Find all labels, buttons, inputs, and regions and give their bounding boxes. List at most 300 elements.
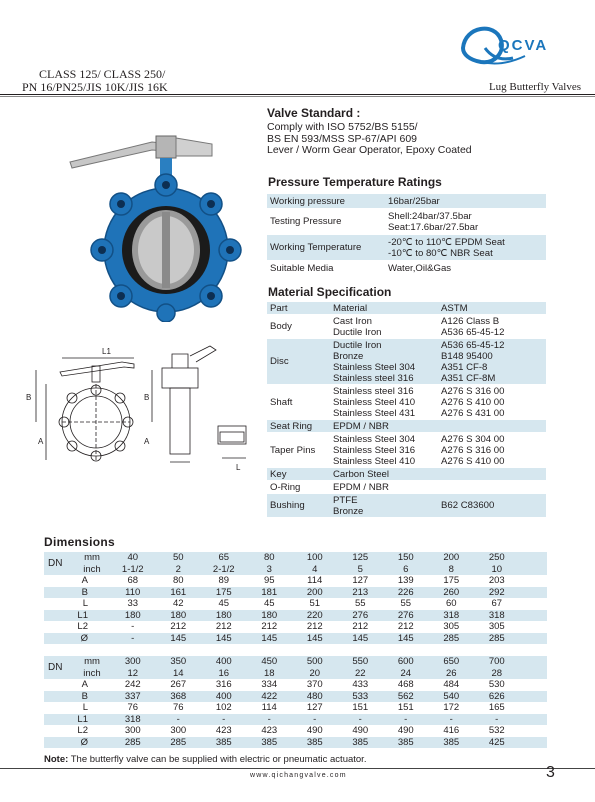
size-column	[429, 656, 475, 679]
dimension-value: 102	[215, 702, 232, 714]
dimension-value: 80	[172, 575, 184, 587]
dimension-value: 45	[218, 598, 230, 610]
dimension-value: 490	[352, 725, 369, 737]
table-row	[267, 235, 546, 261]
material-line: PTFE	[333, 494, 358, 506]
dimension-row	[44, 610, 547, 622]
dimension-value: -	[358, 713, 362, 725]
dimension-value: 433	[352, 679, 369, 691]
size-mm: 100	[306, 552, 323, 563]
dimension-value: 385	[397, 736, 414, 748]
dimension-value: 368	[170, 690, 187, 702]
material-line: Stainless steel 316	[333, 385, 414, 397]
size-inch: 4	[312, 563, 318, 575]
note-text: The butterfly valve can be supplied with electric or pneumatic actuator.	[70, 754, 367, 765]
dimension-value: 422	[261, 690, 278, 702]
size-inch: 24	[400, 667, 412, 679]
table-row	[267, 481, 546, 494]
dimension-value: -	[404, 713, 408, 725]
size-column	[201, 656, 247, 679]
dn-label: DN	[48, 558, 63, 569]
astm-cell	[441, 316, 546, 338]
dimension-value: -	[131, 621, 135, 633]
dimensions-table-1	[44, 552, 547, 644]
dimension-value: 95	[263, 575, 275, 587]
material-line: Stainless Steel 410	[333, 396, 416, 408]
dimension-value: 145	[261, 632, 278, 644]
dimension-value: 540	[443, 690, 460, 702]
dimension-value: 334	[261, 679, 278, 691]
label-l1: L1	[102, 347, 111, 356]
size-column	[247, 552, 293, 575]
standard-line: Lever / Worm Gear Operator, Epoxy Coated	[267, 144, 472, 156]
dn-label: DN	[48, 662, 63, 673]
dimension-value: 242	[124, 679, 141, 691]
material-cell	[333, 421, 441, 432]
dimension-value: 318	[443, 609, 460, 621]
material-line: Stainless Steel 431	[333, 407, 416, 419]
dimension-row	[44, 714, 547, 726]
size-mm: 650	[443, 656, 460, 667]
dimension-value: 175	[443, 575, 460, 587]
dimension-value: 127	[306, 702, 323, 714]
dimension-value: 530	[488, 679, 505, 691]
material-table	[267, 302, 546, 518]
astm-line: A276 S 410 00	[441, 396, 505, 408]
material-cell	[333, 434, 441, 467]
header-astm: ASTM	[441, 302, 468, 314]
astm-line: A276 S 316 00	[441, 385, 505, 397]
size-inch: 5	[357, 563, 363, 575]
size-column	[474, 552, 520, 575]
table-row	[267, 209, 546, 235]
size-column	[110, 552, 156, 575]
size-mm: 550	[352, 656, 369, 667]
table-row	[267, 494, 546, 518]
dimensions-title: Dimensions	[44, 535, 116, 549]
dimension-value: 139	[397, 575, 414, 587]
material-line: Ductile Iron	[333, 339, 382, 351]
pressure-table	[267, 194, 546, 276]
size-column	[429, 552, 475, 575]
size-column	[292, 656, 338, 679]
dimension-value: 370	[306, 679, 323, 691]
units	[74, 656, 110, 679]
brand-name: QCVA	[498, 37, 549, 54]
material-spec-title: Material Specification	[268, 285, 392, 299]
dimension-value: 300	[170, 725, 187, 737]
dimension-row	[44, 679, 547, 691]
size-mm: 450	[261, 656, 278, 667]
class-line-1: CLASS 125/ CLASS 250/	[39, 67, 166, 81]
note-label: Note:	[44, 754, 69, 765]
astm-line: A276 S 316 00	[441, 444, 505, 456]
part-name: Bushing	[270, 500, 305, 511]
dimension-value: 180	[215, 609, 232, 621]
label-b-side: B	[144, 393, 150, 402]
dimension-value: 316	[215, 679, 232, 691]
dimension-value: -	[176, 713, 180, 725]
dimension-value: 203	[488, 575, 505, 587]
dimension-value: 45	[263, 598, 275, 610]
material-line: Stainless Steel 304	[333, 433, 416, 445]
dimensions-table-2	[44, 656, 547, 748]
dimension-label: L2	[77, 725, 88, 737]
dimension-label: L1	[77, 713, 88, 725]
dimension-value: 127	[352, 575, 369, 587]
astm-line: A536 65-45-12	[441, 339, 505, 351]
dimension-value: 285	[443, 632, 460, 644]
table-row	[267, 339, 546, 385]
dimension-value: 33	[127, 598, 139, 610]
dimension-value: 42	[172, 598, 184, 610]
dimension-value: 260	[443, 586, 460, 598]
part-name: O-Ring	[270, 481, 301, 493]
size-mm: 125	[352, 552, 369, 563]
size-column	[383, 552, 429, 575]
size-column	[201, 552, 247, 575]
table-row	[267, 420, 546, 433]
astm-line: A276 S 431 00	[441, 407, 505, 419]
unit-inch: inch	[83, 563, 101, 575]
dimension-value: 305	[488, 621, 505, 633]
row-value	[386, 237, 546, 259]
dimension-value: 532	[488, 725, 505, 737]
header-part: Part	[270, 302, 288, 314]
dimension-value: 276	[352, 609, 369, 621]
row-label: Working Temperature	[270, 242, 362, 253]
dimension-value: 151	[397, 702, 414, 714]
astm-line: A536 65-45-12	[441, 326, 505, 338]
dimension-value: -	[495, 713, 499, 725]
pressure-class-heading	[22, 68, 168, 93]
part-name: Body	[270, 321, 292, 332]
astm-line: A276 S 304 00	[441, 433, 505, 445]
size-inch: 20	[309, 667, 321, 679]
size-inch: 14	[172, 667, 184, 679]
size-inch: 26	[445, 667, 457, 679]
dimension-value: 318	[488, 609, 505, 621]
dimension-value: 180	[170, 609, 187, 621]
material-cell	[333, 316, 441, 338]
dimension-value: 213	[352, 586, 369, 598]
material-cell	[333, 482, 441, 493]
dimension-value: -	[267, 713, 271, 725]
valve-photo	[60, 100, 260, 322]
footnote	[44, 754, 366, 765]
table-row	[267, 385, 546, 420]
dimension-row	[44, 575, 547, 587]
size-column	[156, 552, 202, 575]
dimension-value: 89	[218, 575, 230, 587]
dimension-label: A	[81, 679, 88, 691]
valve-standard-title: Valve Standard :	[267, 106, 361, 120]
page-number: 3	[546, 764, 555, 781]
size-inch: 18	[263, 667, 275, 679]
dimension-label: L	[82, 702, 88, 714]
dimension-value: 212	[397, 621, 414, 633]
dimension-value: 165	[488, 702, 505, 714]
dimension-value: 385	[215, 736, 232, 748]
dimension-row	[44, 737, 547, 749]
header-divider	[0, 94, 595, 95]
size-mm: 350	[170, 656, 187, 667]
pressure-ratings-title: Pressure Temperature Ratings	[268, 175, 442, 189]
dimension-value: 114	[307, 575, 323, 587]
class-line-2: PN 16/PN25/JIS 10K/JIS 16K	[22, 79, 168, 94]
size-inch: 2	[175, 563, 181, 575]
size-mm: 200	[443, 552, 460, 563]
dimension-value: 180	[261, 609, 278, 621]
material-line: Stainless Steel 410	[333, 455, 416, 467]
size-inch: 3	[266, 563, 272, 575]
row-value: Water,Oil&Gas	[388, 262, 452, 274]
table-row	[267, 261, 546, 276]
dimension-value: 490	[306, 725, 323, 737]
material-cell	[333, 386, 441, 419]
material-line: Stainless steel 316	[333, 372, 414, 384]
dimension-value: 212	[352, 621, 369, 633]
dimension-value: 220	[306, 609, 323, 621]
dimension-value: 114	[261, 702, 277, 714]
dimension-row	[44, 702, 547, 714]
dimension-value: 180	[124, 609, 141, 621]
dimension-value: 161	[170, 586, 187, 598]
label-a-side: A	[144, 437, 150, 446]
dimension-value: 285	[124, 736, 141, 748]
material-line: Stainless Steel 304	[333, 361, 416, 373]
dimension-value: 480	[306, 690, 323, 702]
dimension-value: 200	[306, 586, 323, 598]
dimension-value: 484	[443, 679, 460, 691]
dimension-value: 285	[488, 632, 505, 644]
dimension-label: L	[82, 598, 88, 610]
dimension-value: 145	[397, 632, 414, 644]
size-column	[338, 656, 384, 679]
dimension-value: 400	[215, 690, 232, 702]
dimension-value: 55	[400, 598, 412, 610]
size-column	[383, 656, 429, 679]
units	[74, 552, 110, 575]
dimension-value: 212	[215, 621, 232, 633]
dimension-label: L1	[77, 609, 88, 621]
size-inch: 2-1/2	[212, 563, 235, 575]
label-a-front: A	[38, 437, 44, 446]
dimension-value: 145	[306, 632, 323, 644]
part-name: Shaft	[270, 396, 293, 408]
dimension-value: 212	[170, 621, 187, 633]
dimension-drawing	[22, 340, 260, 480]
dimension-value: 151	[352, 702, 369, 714]
size-column	[110, 656, 156, 679]
size-column	[247, 656, 293, 679]
dimension-label: B	[81, 690, 88, 702]
dimension-value: 51	[309, 598, 321, 610]
value-line: Shell:24bar/37.5bar	[388, 210, 472, 222]
dimension-value: 533	[352, 690, 369, 702]
table-row	[267, 315, 546, 339]
standard-line: Comply with ISO 5752/BS 5155/	[267, 121, 418, 133]
dimension-value: 562	[397, 690, 414, 702]
dimension-value: 212	[261, 621, 278, 633]
size-column	[474, 656, 520, 679]
dimension-row	[44, 621, 547, 633]
header-divider-thin	[0, 96, 595, 97]
value-line: Seat:17.6bar/27.5bar	[388, 221, 479, 233]
astm-line: B62 C83600	[441, 500, 495, 511]
dimension-label: B	[81, 586, 88, 598]
dimension-value: 145	[170, 632, 187, 644]
size-mm: 500	[306, 656, 323, 667]
dimension-value: 416	[443, 725, 460, 737]
table-row	[267, 433, 546, 468]
dimension-value: 292	[488, 586, 505, 598]
row-label: Testing Pressure	[270, 216, 342, 227]
dimension-value: 626	[488, 690, 505, 702]
dimension-value: 76	[127, 702, 139, 714]
dimension-value: 318	[124, 713, 141, 725]
dimension-value: 76	[172, 702, 184, 714]
dimension-value: 267	[170, 679, 187, 691]
dimension-value: 423	[261, 725, 278, 737]
table-header	[267, 302, 546, 315]
dimension-value: -	[449, 713, 453, 725]
valve-standard-text	[267, 122, 472, 157]
dimension-value: 385	[352, 736, 369, 748]
dimension-row	[44, 691, 547, 703]
dimension-row	[44, 633, 547, 645]
dimension-value: 175	[215, 586, 232, 598]
dimension-label: A	[81, 575, 88, 587]
size-mm: 400	[215, 656, 232, 667]
dimension-value: 145	[352, 632, 369, 644]
dimension-row	[44, 725, 547, 737]
table-row	[267, 194, 546, 209]
size-inch: 10	[491, 563, 503, 575]
dimension-value: 385	[306, 736, 323, 748]
dn-header	[44, 656, 547, 679]
dimension-value: 145	[215, 632, 232, 644]
dimension-label: L2	[77, 621, 88, 633]
label-l: L	[236, 463, 241, 472]
product-title: Lug Butterfly Valves	[488, 81, 581, 93]
standard-line: BS EN 593/MSS SP-67/API 609	[267, 132, 417, 145]
size-column	[338, 552, 384, 575]
astm-line: A351 CF-8M	[441, 372, 496, 384]
size-mm: 700	[488, 656, 505, 667]
size-inch: 16	[218, 667, 230, 679]
dimension-value: 172	[443, 702, 460, 714]
material-line: Carbon Steel	[333, 468, 389, 480]
unit-mm: mm	[84, 656, 100, 667]
astm-line: A276 S 410 00	[441, 455, 505, 467]
material-line: Bronze	[333, 350, 364, 362]
row-label: Suitable Media	[270, 262, 334, 274]
part-name: Taper Pins	[270, 444, 316, 456]
size-column	[156, 656, 202, 679]
astm-cell	[441, 340, 546, 384]
dimension-value: 300	[124, 725, 141, 737]
label-b-front: B	[26, 393, 32, 402]
header-material: Material	[333, 302, 368, 314]
dimension-value: 305	[443, 621, 460, 633]
size-mm: 65	[218, 552, 230, 563]
dimension-value: 385	[443, 736, 460, 748]
dimension-value: 285	[170, 736, 187, 748]
footer-divider	[0, 768, 595, 769]
dimension-value: 55	[354, 598, 366, 610]
size-mm: 80	[263, 552, 275, 563]
material-line: EPDM / NBR	[333, 420, 389, 432]
size-mm: 50	[172, 552, 184, 563]
website-url: www.qichangvalve.com	[250, 772, 347, 779]
table-row	[267, 468, 546, 481]
dimension-value: -	[131, 632, 135, 644]
part-name: Disc	[270, 356, 289, 367]
dimension-value: 212	[306, 621, 323, 633]
astm-cell	[441, 500, 546, 511]
dimension-value: 276	[397, 609, 414, 621]
dimension-value: -	[313, 713, 317, 725]
astm-line: A126 Class B	[441, 315, 500, 327]
material-line: Ductile Iron	[333, 326, 382, 338]
row-label: Working pressure	[270, 195, 346, 207]
size-inch: 12	[127, 667, 139, 679]
size-inch: 6	[403, 563, 409, 575]
size-mm: 150	[397, 552, 414, 563]
dimension-value: 67	[491, 598, 503, 610]
dimension-label: Ø	[80, 632, 88, 644]
astm-cell	[441, 434, 546, 467]
dimension-value: 423	[215, 725, 232, 737]
material-line: Bronze	[333, 505, 364, 517]
material-cell	[333, 469, 441, 480]
material-line: Stainless Steel 316	[333, 444, 416, 456]
size-column	[292, 552, 338, 575]
dn-header	[44, 552, 547, 575]
material-line: Cast Iron	[333, 315, 372, 327]
size-mm: 250	[488, 552, 505, 563]
unit-mm: mm	[84, 552, 100, 563]
dimension-value: 490	[397, 725, 414, 737]
value-line: -10℃ to 80℃ NBR Seat	[388, 247, 493, 259]
dimension-value: 110	[125, 586, 141, 598]
unit-inch: inch	[83, 667, 101, 679]
size-mm: 300	[124, 656, 141, 667]
dimension-value: 425	[488, 736, 505, 748]
dimension-value: 68	[127, 575, 139, 587]
dimension-value: 468	[397, 679, 414, 691]
size-mm: 600	[397, 656, 414, 667]
value-line: -20℃ to 110℃ EPDM Seat	[388, 236, 505, 248]
dimension-row	[44, 587, 547, 599]
dimension-label: Ø	[80, 736, 88, 748]
dimension-value: 226	[397, 586, 414, 598]
part-name: Seat Ring	[270, 420, 313, 432]
size-inch: 8	[448, 563, 454, 575]
dimension-value: 385	[261, 736, 278, 748]
part-name: Key	[270, 468, 287, 480]
dimension-value: 60	[445, 598, 457, 610]
material-line: EPDM / NBR	[333, 481, 389, 493]
size-mm: 40	[127, 552, 139, 563]
dimension-row	[44, 598, 547, 610]
astm-line: A351 CF-8	[441, 361, 488, 373]
dimension-value: 337	[124, 690, 141, 702]
size-inch: 28	[491, 667, 503, 679]
dimension-value: 181	[261, 586, 278, 598]
dimension-value: -	[222, 713, 226, 725]
